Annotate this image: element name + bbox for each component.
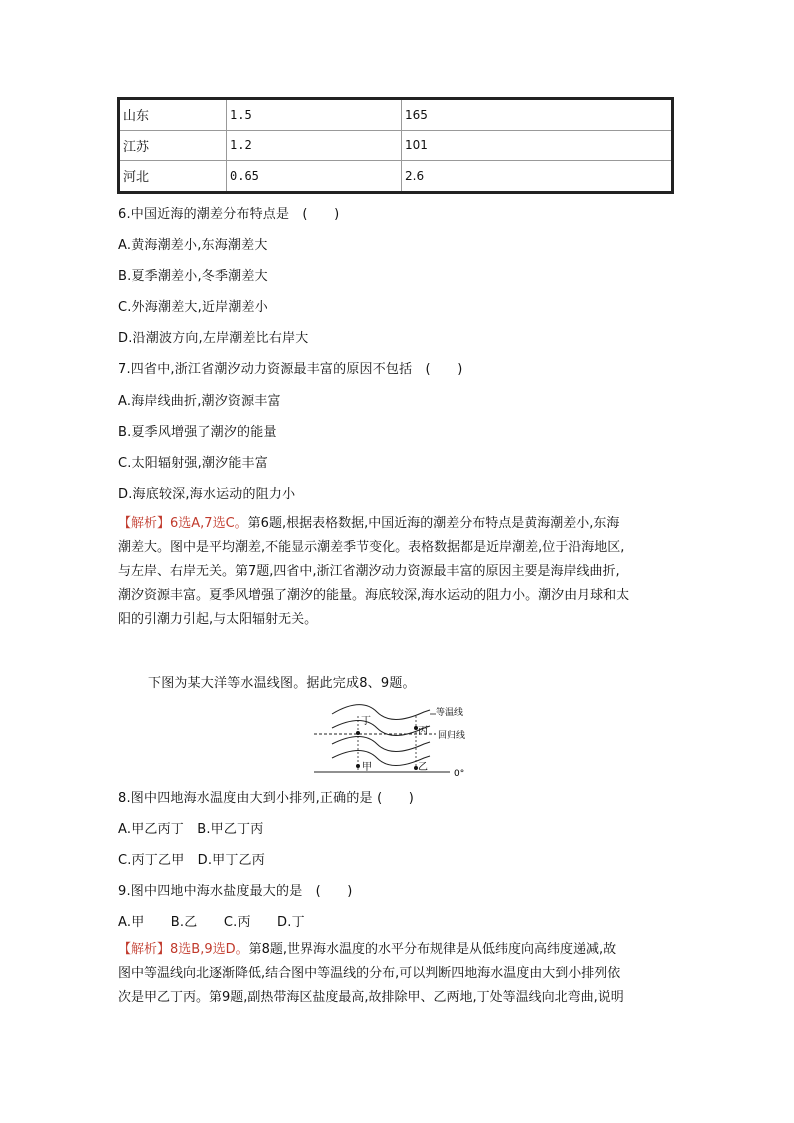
table-cell: 1.5 xyxy=(227,99,402,131)
question-6-option-b: B.夏季潮差小,冬季潮差大 xyxy=(118,269,268,284)
table-cell: 1.2 xyxy=(227,130,402,161)
figure-intro: 下图为某大洋等水温线图。据此完成8、9题。 xyxy=(148,676,416,691)
point-label: 丙 xyxy=(418,726,428,737)
question-6-option-d: D.沿潮波方向,左岸潮差比右岸大 xyxy=(118,331,309,346)
question-7-option-a: A.海岸线曲折,潮汐资源丰富 xyxy=(118,394,281,409)
table-cell: 山东 xyxy=(119,99,227,131)
question-7-stem: 7.四省中,浙江省潮汐动力资源最丰富的原因不包括 ( ) xyxy=(118,362,463,377)
tide-data-table xyxy=(117,97,674,194)
question-9-stem: 9.图中四地中海水盐度最大的是 ( ) xyxy=(118,884,353,899)
question-8-options-ab: A.甲乙丙丁 B.甲乙丁丙 xyxy=(118,822,264,837)
analysis-line: 阳的引潮力引起,与太阳辐射无关。 xyxy=(118,612,318,627)
isotherm-line xyxy=(332,751,430,766)
table-cell: 河北 xyxy=(119,161,227,193)
analysis-line: 潮差大。图中是平均潮差,不能显示潮差季节变化。表格数据都是近岸潮差,位于沿海地区, xyxy=(118,540,625,555)
isotherm-figure xyxy=(312,700,492,778)
point-label: 甲 xyxy=(362,762,372,773)
question-6-stem: 6.中国近海的潮差分布特点是 ( ) xyxy=(118,207,340,222)
question-7-option-d: D.海底较深,海水运动的阻力小 xyxy=(118,487,296,502)
analysis-tag: 【解析】 xyxy=(118,942,171,957)
question-9-options: A.甲 B.乙 C.丙 D.丁 xyxy=(118,915,305,930)
point-label: 乙 xyxy=(418,762,428,773)
analysis-line: 第6题,根据表格数据,中国近海的潮差分布特点是黄海潮差小,东海 xyxy=(247,516,620,531)
table-row xyxy=(119,161,673,193)
analysis-answer: 6选A,7选C。 xyxy=(170,516,248,531)
tropic-label: 回归线 xyxy=(438,731,466,741)
question-8-options-cd: C.丙丁乙甲 D.甲丁乙丙 xyxy=(118,853,265,868)
analysis-answer: 8选B,9选D。 xyxy=(170,942,249,957)
question-6-option-a: A.黄海潮差小,东海潮差大 xyxy=(118,238,268,253)
isotherm-label: 等温线 xyxy=(436,708,464,718)
analysis-line: 次是甲乙丁丙。第9题,副热带海区盐度最高,故排除甲、乙两地,丁处等温线向北弯曲,说明 xyxy=(118,990,624,1005)
point-ding xyxy=(356,731,360,735)
table-row xyxy=(119,130,673,161)
table-cell: 江苏 xyxy=(119,130,227,161)
question-8-stem: 8.图中四地海水温度由大到小排列,正确的是 ( ) xyxy=(118,791,415,806)
question-7-option-b: B.夏季风增强了潮汐的能量 xyxy=(118,425,277,440)
question-7-option-c: C.太阳辐射强,潮汐能丰富 xyxy=(118,456,268,471)
analysis-8-9 xyxy=(118,938,678,1010)
analysis-line: 第8题,世界海水温度的水平分布规律是从低纬度向高纬度递减,故 xyxy=(248,942,617,957)
analysis-line: 潮汐资源丰富。夏季风增强了潮汐的能量。海底较深,海水运动的阻力小。潮汐由月球和太 xyxy=(118,588,630,603)
point-label: 丁 xyxy=(361,716,371,727)
analysis-line: 与左岸、右岸无关。第7题,四省中,浙江省潮汐动力资源最丰富的原因主要是海岸线曲折, xyxy=(118,564,620,579)
equator-label: 0° xyxy=(454,769,465,778)
table-cell: 165 xyxy=(402,99,673,131)
question-6-option-c: C.外海潮差大,近岸潮差小 xyxy=(118,300,268,315)
table-cell: 101 xyxy=(402,130,673,161)
analysis-6-7 xyxy=(118,512,678,632)
analysis-line: 图中等温线向北逐渐降低,结合图中等温线的分布,可以判断四地海水温度由大到小排列依 xyxy=(118,966,621,981)
table-cell: 2.6 xyxy=(402,161,673,193)
table-row xyxy=(119,99,673,131)
point-jia xyxy=(356,764,360,768)
isotherm-line xyxy=(332,705,430,720)
isotherm-line xyxy=(332,737,430,752)
table-cell: 0.65 xyxy=(227,161,402,193)
analysis-tag: 【解析】 xyxy=(118,516,171,531)
